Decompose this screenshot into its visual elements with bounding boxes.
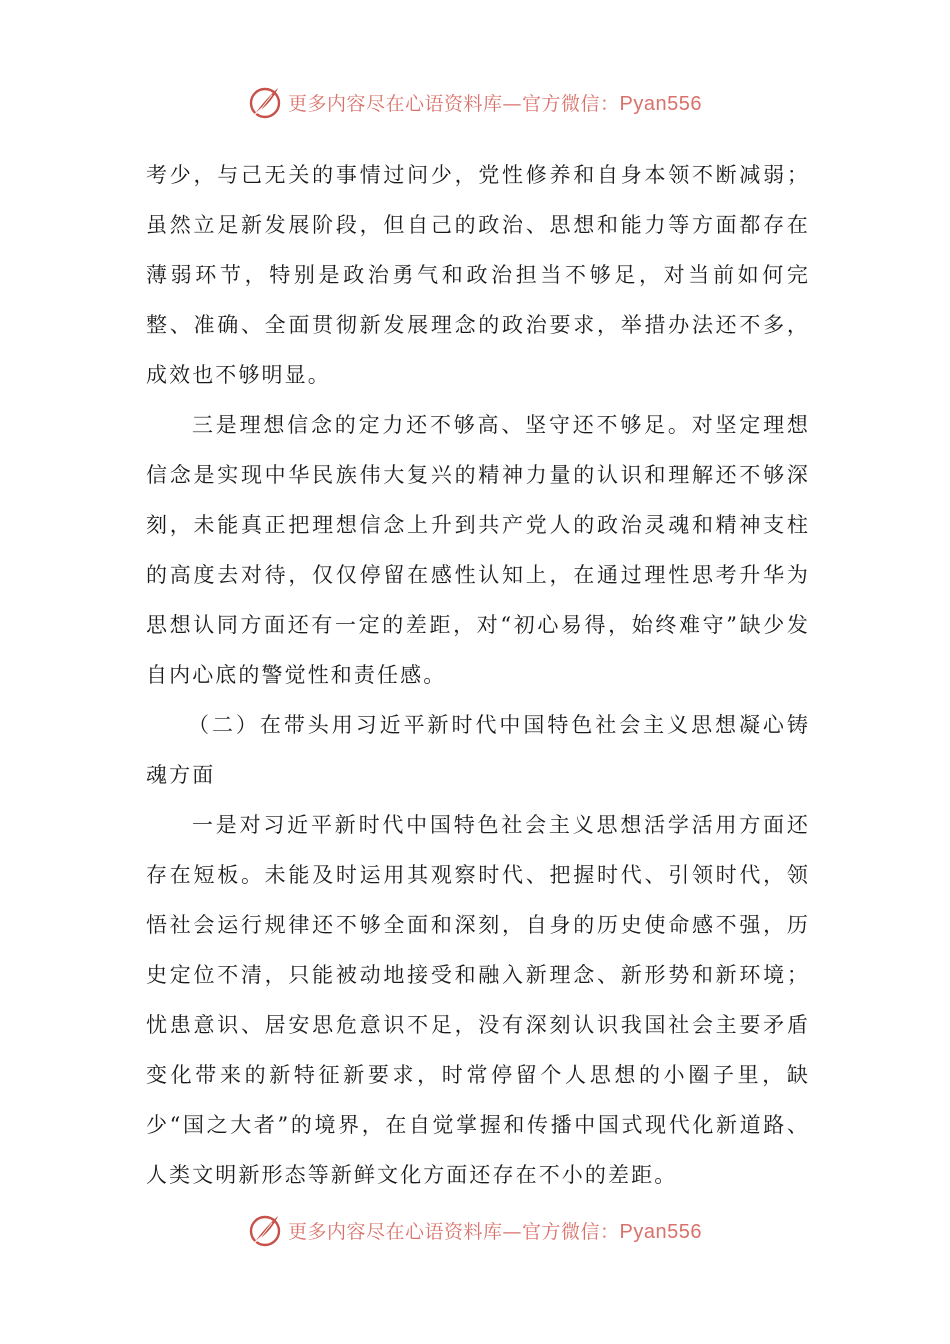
document-body	[146, 150, 810, 1200]
paragraph-continuation: 考少，与己无关的事情过问少，党性修养和自身本领不断减弱；虽然立足新发展阶段，但自己的政治、思想和能力等方面都存在薄弱环节，特别是政治勇气和政治担当不够足，对当前如何完整、准确、全面贯彻新发展理念的政治要求，举措办法还不多，成效也不够明显。	[146, 163, 810, 387]
section-heading-2: （二）在带头用习近平新时代中国特色社会主义思想凝心铸魂方面	[146, 713, 810, 787]
page-footer-banner	[0, 1208, 950, 1252]
header-banner-main: 更多内容尽在心语资料库—官方微信：	[288, 92, 620, 115]
feather-pen-logo-icon	[248, 85, 282, 119]
feather-pen-logo-icon	[248, 1213, 282, 1247]
header-banner-handle: Pyan556	[619, 92, 702, 115]
paragraph-ideals-beliefs: 三是理想信念的定力还不够高、坚守还不够足。对坚定理想信念是实现中华民族伟大复兴的精神力量的认识和理解还不够深刻，未能真正把理想信念上升到共产党人的政治灵魂和精神支柱的高度去对待，仅仅停留在感性认知上，在通过理性思考升华为思想认同方面还有一定的差距，对“初心易得，始终难守”缺少发自内心底的警觉性和责任感。	[146, 413, 810, 687]
footer-banner-handle: Pyan556	[619, 1220, 702, 1243]
page-header-banner	[0, 80, 950, 124]
footer-banner-main: 更多内容尽在心语资料库—官方微信：	[288, 1220, 620, 1243]
footer-banner-text	[288, 1217, 702, 1244]
paragraph-theory-application: 一是对习近平新时代中国特色社会主义思想活学活用方面还存在短板。未能及时运用其观察时代、把握时代、引领时代，领悟社会运行规律还不够全面和深刻，自身的历史使命感不强，历史定位不清，只能被动地接受和融入新理念、新形势和新环境；忧患意识、居安思危意识不足，没有深刻认识我国社会主要矛盾变化带来的新特征新要求，时常停留个人思想的小圈子里，缺少“国之大者”的境界，在自觉掌握和传播中国式现代化新道路、人类文明新形态等新鲜文化方面还存在不小的差距。	[146, 813, 810, 1187]
header-banner-text	[288, 89, 702, 116]
